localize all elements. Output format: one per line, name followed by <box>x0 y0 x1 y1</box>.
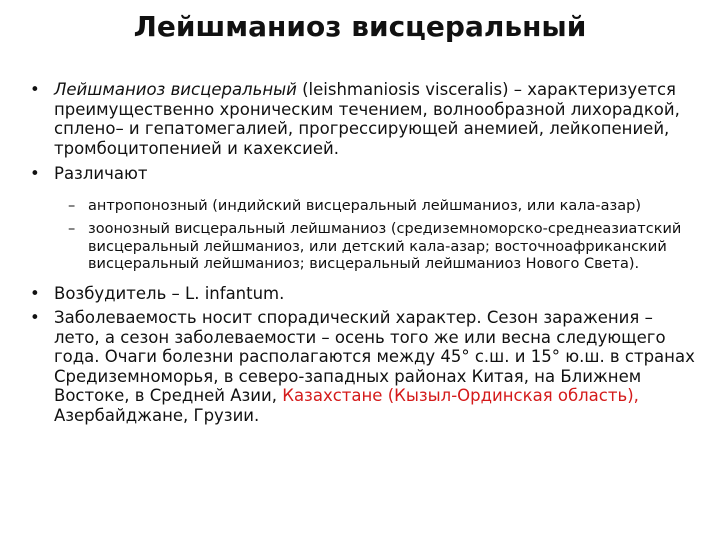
subitem-anthroponotic <box>30 198 700 216</box>
definition-text: (leishmaniosis visceralis) – характеризуется преимущественно хроническим течением, волнообразной лихорадкой, сплено– и гепатомегалией, прогрессирующей анемией, лейкопенией, тромбоцитопенией и кахексией. <box>54 80 680 158</box>
term-italic: Лейшманиоз висцеральный <box>54 80 297 99</box>
incidence-text: Заболеваемость носит спорадический характер. Сезон заражения – лето, а сезон заболеваемости – осень того же или весна следующего года. Очаги болезни располагаются между 45° с.ш. и 15° ю.ш. в странах Средиземноморья, в северо‑западных районах Китая, на Ближнем Востоке, в Средней Азии, <box>54 308 695 405</box>
bullet-marker: • <box>30 308 40 327</box>
bullet-definition <box>30 80 700 158</box>
incidence-tail: Азербайджане, Грузии. <box>54 405 260 425</box>
highlight-kazakhstan: Казахстане (Кызыл‑Ординская область), <box>282 386 639 405</box>
pathogen-text: Возбудитель – L. infantum. <box>54 283 285 303</box>
bullet-pathogen <box>30 284 700 304</box>
subitem-text: зоонозный висцеральный лейшманиоз (средиземноморско‑среднеазиатский висцеральный лейшманиоз, или детский кала‑азар; восточноафриканский висцеральный лейшманиоз; висцеральный лейшманиоз Нового Света). <box>88 221 682 272</box>
dash-marker: – <box>68 197 76 214</box>
slide-title: Лейшманиоз висцеральный <box>133 10 587 43</box>
distinguish-text: Различают <box>54 164 148 183</box>
bullet-marker: • <box>30 80 40 99</box>
bullet-incidence <box>30 308 700 425</box>
bullet-marker: • <box>30 283 40 303</box>
bullet-distinguish <box>30 164 700 184</box>
subitem-text: антропонозный (индийский висцеральный лейшманиоз, или кала‑азар) <box>88 197 641 214</box>
bullet-marker: • <box>30 164 40 183</box>
slide-content <box>30 80 700 425</box>
dash-marker: – <box>68 221 76 237</box>
subitem-zoonotic <box>30 221 700 274</box>
